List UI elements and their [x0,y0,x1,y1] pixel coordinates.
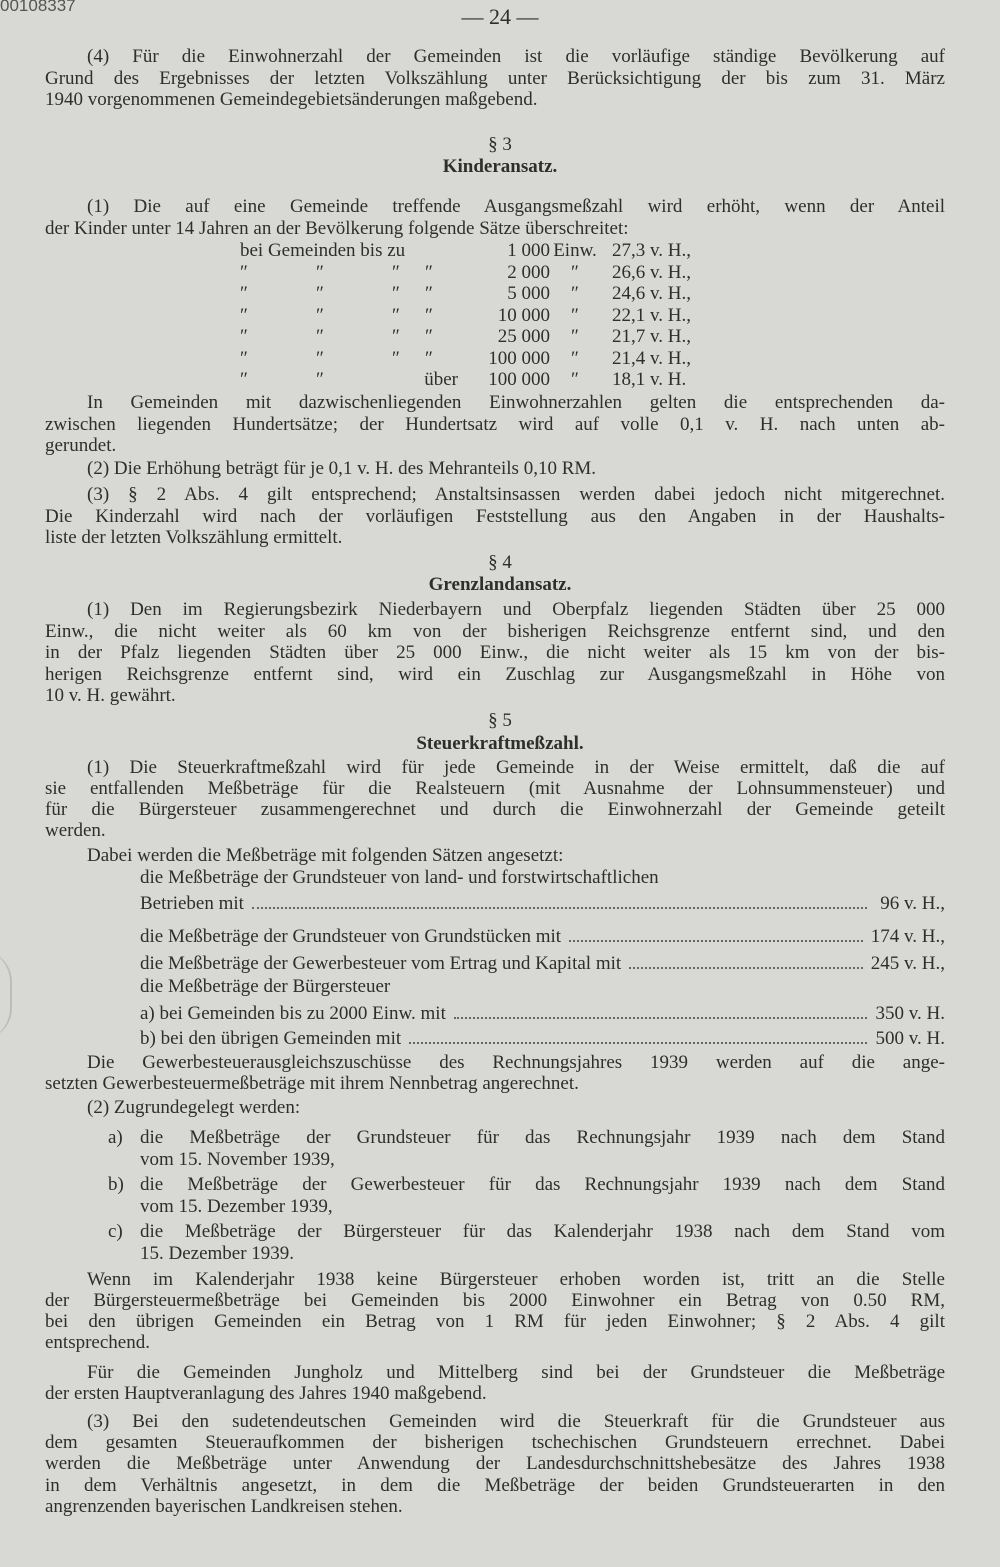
leader-dots [409,1041,867,1044]
population: 10 000 [497,304,550,326]
section-3-number: § 3 [488,134,512,155]
text-line: sie entfallenden Meßbeträge für die Realsteuern (mit Ausnahme der Lohnsummensteuer) und [45,778,945,799]
ditto-marks [240,348,480,370]
population: 25 000 [497,326,550,347]
rate-value: 96 v. H., [880,893,945,914]
ditto-mark: ″ [392,261,400,283]
text-line: Grund des Ergebnisses der letzten Volkszählung unter Berücksichtigung der bis zum 31. März [45,67,945,89]
list-label: c) [108,1221,123,1242]
ditto-mark: ″ [392,347,400,369]
ditto-mark: ″ [316,261,324,283]
section-5-paragraph-1 [45,757,945,841]
ditto-mark: ″ [240,369,248,390]
over-label: über [424,369,458,390]
ditto-marks [240,283,480,305]
population: 100 000 [488,347,550,369]
text-line: (3) § 2 Abs. 4 gilt entsprechend; Anstaltsinsassen werden dabei jedoch nicht mitgerechnet. [87,484,945,505]
table-row [240,240,712,262]
list-label: b) [108,1174,124,1195]
unit: ″ [571,369,579,390]
section-5-wenn [45,1269,945,1353]
text-line: vom 15. November 1939, [140,1149,335,1170]
section-3-paragraph-1b [45,392,945,457]
ditto-mark: ″ [240,326,248,347]
section-4-paragraph-1 [45,599,945,707]
text-line: Dabei werden die Meßbeträge mit folgenden Sätzen angesetzt: [87,845,564,866]
ditto-marks [240,262,480,284]
leader-dots [629,966,863,969]
text-line: Die Gewerbesteuerausgleichszuschüsse des Rechnungsjahres 1939 werden auf die ange- [87,1052,945,1073]
list-body [140,1221,945,1265]
ditto-mark: ″ [392,283,400,304]
rate: 27,3 v. H., [612,240,691,261]
text-line: die Meßbeträge der Bürgersteuer für das Kalenderjahr 1938 nach dem Stand vom [140,1221,945,1242]
ditto-mark: ″ [240,304,248,326]
section-5-dabei [45,845,945,867]
section-5-number: § 5 [488,710,512,731]
section-3-title: Kinderansatz. [442,156,558,177]
rate-item-4a [140,1003,945,1024]
text-line: Die Kinderzahl wird nach der vorläufigen Feststellung aus den Angaben in der Haushalts- [45,505,945,527]
leader-dots [569,939,863,942]
ditto-mark: ″ [316,304,324,326]
rate-item-2 [140,926,945,947]
table-row [240,283,712,305]
text-line: werden die Meßbeträge unter Anwendung der Landesdurchschnittshebesätze des Jahres 1938 [45,1453,945,1475]
text-line: gerundet. [45,435,117,456]
text-line: (4) Für die Einwohnerzahl der Gemeinden ist die vorläufige ständige Bevölkerung auf [87,46,945,67]
rate: 21,7 v. H., [612,326,691,347]
text-line: die Meßbeträge der Grundsteuer für das Rechnungsjahr 1939 nach dem Stand [140,1127,945,1148]
rate-label: a) bei Gemeinden bis zu 2000 Einw. mit [140,1003,446,1024]
list-body [140,1174,945,1218]
rate-value: 500 v. H. [875,1028,945,1049]
page-edge-shadow [0,950,12,1040]
leader-dots [252,906,867,909]
text-line: (1) Die auf eine Gemeinde treffende Ausgangsmeßzahl wird erhöht, wenn der Anteil [87,196,945,217]
text-line: herigen Reichsgrenze entfernt sind, wird ein Zuschlag zur Ausgangsmeßzahl in Höhe von [45,663,945,685]
list-item-b [108,1174,945,1218]
population: 1 000 [507,240,550,261]
table-row [240,348,712,370]
child-rate-table [240,240,712,391]
text-line: 1940 vorgenommenen Gemeindegebietsänderungen maßgebend. [45,89,538,110]
text-line: In Gemeinden mit dazwischenliegenden Einwohnerzahlen gelten die entsprechenden da- [87,392,945,413]
text-line: in der Pfalz liegenden Städten über 25 000 Einw., die nicht weiter als 15 km von der bis- [45,642,945,663]
unit: ″ [571,326,579,347]
text-line: angrenzenden bayerischen Landkreisen stehen. [45,1495,403,1517]
text-line: (1) Den im Regierungsbezirk Niederbayern und Oberpfalz liegenden Städten über 25 000 [87,599,945,620]
text-line: zwischen liegenden Hundertsätze; der Hundertsatz wird auf volle 0,1 v. H. nach unten ab- [45,413,945,435]
text-line: dem gesamten Steueraufkommen der bisherigen tschechischen Grundsteuern errechnet. Dabei [45,1432,945,1454]
unit: ″ [571,347,579,369]
text-line: (1) Die Steuerkraftmeßzahl wird für jede Gemeinde in der Weise ermittelt, daß die auf [87,757,945,778]
text-line: setzten Gewerbesteuermeßbeträge mit ihrem Nennbetrag angerechnet. [45,1073,579,1094]
paragraph-2-4 [45,46,945,111]
section-5-title: Steuerkraftmeßzahl. [416,733,584,754]
rate-value: 174 v. H., [870,926,945,947]
list-item-a [108,1127,945,1171]
table-label: bei Gemeinden bis zu [240,240,406,261]
ditto-marks [240,369,480,391]
ditto-mark: ″ [392,326,400,347]
ditto-mark: ″ [240,283,248,304]
rate: 18,1 v. H. [612,369,687,390]
rate-value: 350 v. H. [875,1003,945,1024]
ditto-mark: ″ [240,261,248,283]
rate-item-1a: die Meßbeträge der Grundsteuer von land- und forstwirtschaftlichen [140,867,659,888]
text-line: in dem Verhältnis angesetzt, in dem die Meßbeträge der beiden Grundsteuerarten in den [45,1474,945,1496]
list-item-c [108,1221,945,1265]
ditto-mark: ″ [425,304,433,326]
ditto-mark: ″ [425,347,433,369]
text-line: die Meßbeträge der Gewerbesteuer für das Rechnungsjahr 1939 nach dem Stand [140,1174,945,1195]
text-line: Wenn im Kalenderjahr 1938 keine Bürgersteuer erhoben worden ist, tritt an die Stelle [87,1269,945,1290]
section-5-paragraph-1c [45,1052,945,1094]
section-4-number: § 4 [488,552,512,573]
section-5-paragraph-2 [45,1097,945,1119]
rate: 26,6 v. H., [612,261,691,283]
ditto-mark: ″ [316,369,324,390]
text-line: bei den übrigen Gemeinden ein Betrag von 1 RM für jeden Einwohner; § 2 Abs. 4 gilt [45,1311,945,1332]
section-5-fuer [45,1362,945,1404]
text-line: der Bürgersteuermeßbeträge bei Gemeinden bis 2000 Einwohner ein Betrag von 0.50 RM, [45,1290,945,1311]
rate-item-1 [140,893,945,914]
rate: 21,4 v. H., [612,347,691,369]
text-line: Einw., die nicht weiter als 60 km von der bisherigen Reichsgrenze entfernt sind, und den [45,620,945,642]
text-line: vom 15. Dezember 1939, [140,1196,333,1217]
text-line: (3) Bei den sudetendeutschen Gemeinden wird die Steuerkraft für die Grundsteuer aus [87,1411,945,1432]
population: 5 000 [507,283,550,304]
text-line: 10 v. H. gewährt. [45,685,176,706]
text-line: für die Bürgersteuer zusammengerechnet und durch die Einwohnerzahl der Gemeinde geteilt [45,799,945,820]
rate-item-3 [140,953,945,974]
text-line: der ersten Hauptveranlagung des Jahres 1940 maßgebend. [45,1383,487,1404]
text-line: 15. Dezember 1939. [140,1243,295,1264]
ditto-mark: ″ [425,326,433,347]
ditto-marks [240,305,480,327]
section-5-paragraph-3 [45,1411,945,1517]
scan-id: 00108337 [0,0,76,15]
table-row [240,369,712,391]
population: 100 000 [488,369,550,390]
unit: ″ [571,261,579,283]
text-line: liste der letzten Volkszählung ermittelt. [45,527,343,548]
rate: 24,6 v. H., [612,283,691,304]
rate-label: b) bei den übrigen Gemeinden mit [140,1028,402,1049]
list-body [140,1127,945,1171]
rate-item-4: die Meßbeträge der Bürgersteuer [140,976,391,997]
ditto-mark: ″ [316,283,324,304]
table-row [240,305,712,327]
unit: ″ [571,283,579,304]
text-line: entsprechend. [45,1332,150,1353]
unit: ″ [571,304,579,326]
leader-dots [454,1016,867,1019]
page-number: — 24 — [461,4,539,29]
rate: 22,1 v. H., [612,304,691,326]
text-line: (2) Zugrundegelegt werden: [87,1097,301,1118]
text-line: der Kinder unter 14 Jahren an der Bevölkerung folgende Sätze überschreitet: [45,217,629,239]
section-3-paragraph-3 [45,484,945,549]
population: 2 000 [507,261,550,283]
section-4-title: Grenzlandansatz. [428,574,572,595]
ditto-mark: ″ [425,283,433,304]
ditto-marks [240,326,480,348]
rate-label: die Meßbeträge der Gewerbesteuer vom Ertrag und Kapital mit [140,953,622,974]
table-row [240,262,712,284]
text-line: werden. [45,820,106,841]
section-3-paragraph-2 [45,458,945,480]
rate-value: 245 v. H., [870,953,945,974]
ditto-mark: ″ [425,261,433,283]
text-line: (2) Die Erhöhung beträgt für je 0,1 v. H. des Mehranteils 0,10 RM. [87,458,597,479]
rate-item-4b [140,1028,945,1049]
text-line: Für die Gemeinden Jungholz und Mittelberg sind bei der Grundsteuer die Meßbeträge [87,1362,945,1383]
rate-label: die Meßbeträge der Grundsteuer von Grundstücken mit [140,926,562,947]
section-3-paragraph-1 [45,196,945,239]
list-label: a) [108,1127,123,1148]
ditto-mark: ″ [316,347,324,369]
ditto-mark: ″ [392,304,400,326]
table-row [240,326,712,348]
unit: Einw. [553,240,597,261]
rate-label: Betrieben mit [140,893,244,914]
ditto-mark: ″ [316,326,324,347]
ditto-mark: ″ [240,347,248,369]
